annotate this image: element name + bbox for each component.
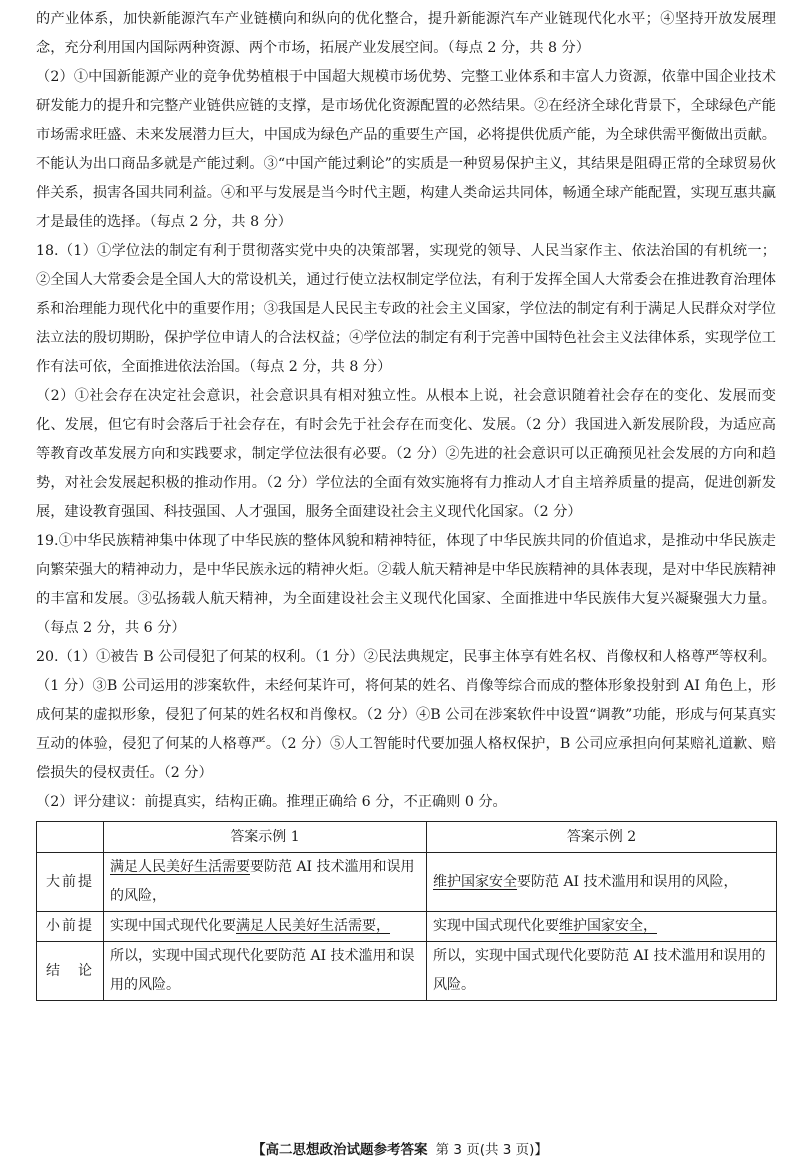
- cell-text: 实现中国式现代化要: [110, 918, 236, 934]
- syllogism-table: [36, 821, 777, 1001]
- q18-part2: （2）①社会存在决定社会意识，社会意识具有相对独立性。从根本上说，社会意识随着社会存在的变化、发展而变化、发展，但它有时会落后于社会存在，有时会先于社会存在而变化、发展。（2 分）我国进入新发展阶段，为适应高等教育改革发展方向和实践要求，制定学位法很有必要。（2 分）②先进的社会意识可以正确预见社会发展的方向和趋势，对社会发展起积极的推动作用。（2 分）学位法的全面有效实施将有力推动人才自主培养质量的提高，促进创新发展，建设教育强国、科技强国、人才强国，服务全面建设社会主义现代化国家。（2 分）: [36, 388, 776, 520]
- q20-part1: 20.（1）①被告 B 公司侵犯了何某的权利。（1 分）②民法典规定，民事主体享有姓名权、肖像权和人格尊严等权利。（1 分）③B 公司运用的涉案软件，未经何某许可，将何某的姓名、肖像等综合而成的整体形象投射到 AI 角色上，形成何某的虚拟形象，侵犯了何某的姓名权和肖像权。（2 分）④B 公司在涉案软件中设置“调教”功能，形成与何某真实互动的体验，侵犯了何某的人格尊严。（2 分）⑤人工智能时代要加强人格权保护，B 公司应承担向何某赔礼道歉、赔偿损失的侵权责任。（2 分）: [36, 649, 776, 781]
- cell-text: 要防范 AI 技术滥用和误用的风险，: [110, 859, 415, 904]
- q17-part2: （2）①中国新能源产业的竞争优势植根于中国超大规模市场优势、完整工业体系和丰富人力资源，依靠中国企业技术研发能力的提升和完整产业链供应链的支撑，是市场优化资源配置的必然结果。②在经济全球化背景下，全球绿色产能市场需求旺盛、未来发展潜力巨大，中国成为绿色产品的重要生产国，必将提供优质产能，为全球供需平衡做出贡献。不能认为出口商品多就是产能过剩。③“中国产能过剩论”的实质是一种贸易保护主义，其结果是阻碍正常的全球贸易伙伴关系，损害各国共同利益。④和平与发展是当今时代主题，构建人类命运共同体，畅通全球产能配置，实现互惠共赢才是最佳的选择。（每点 2 分，共 8 分）: [36, 69, 776, 230]
- footer-page-number: 第 3 页(共 3 页)】: [435, 1142, 548, 1158]
- page-footer: [0, 1136, 800, 1165]
- minor-premise-example2: [427, 912, 777, 942]
- underlined-text: 维护国家安全，: [559, 918, 657, 934]
- cell-text: 要防范 AI 技术滥用和误用的风险，: [517, 873, 738, 890]
- conclusion-example1: 所以，实现中国式现代化要防范 AI 技术滥用和误用的风险。: [104, 942, 427, 1001]
- footer-title: 【高二思想政治试题参考答案: [252, 1142, 428, 1158]
- q20-part2: （2）评分建议：前提真实，结构正确。推理正确给 6 分，不正确则 0 分。: [36, 794, 507, 810]
- table-header-corner: [37, 822, 104, 853]
- major-premise-example1: [104, 853, 427, 912]
- minor-premise-example1: [104, 912, 427, 942]
- row-label-minor-premise: 小前提: [37, 912, 104, 942]
- underlined-text: 满足人民美好生活需要，: [236, 918, 390, 934]
- row-label-conclusion: 结 论: [37, 942, 104, 1001]
- q19-answer: 19.①中华民族精神集中体现了中华民族的整体风貌和精神特征，体现了中华民族共同的价值追求，是推动中华民族走向繁荣强大的精神动力，是中华民族永远的精神火炬。②载人航天精神是中华民族精神的具体表现，是对中华民族精神的丰富和发展。③弘扬载人航天精神，为全面建设社会主义现代化国家、全面推进中华民族伟大复兴凝聚强大力量。（每点 2 分，共 6 分）: [36, 533, 776, 636]
- syllogism-table-wrapper: [36, 821, 776, 1001]
- answer-document: [36, 5, 776, 1001]
- conclusion-example2: 所以，实现中国式现代化要防范 AI 技术滥用和误用的风险。: [427, 942, 777, 1001]
- underlined-text: 满足人民美好生活需要: [110, 859, 250, 875]
- row-label-major-premise: 大前提: [37, 853, 104, 912]
- table-header-example1: 答案示例 1: [104, 822, 427, 853]
- cell-text: 实现中国式现代化要: [433, 918, 559, 934]
- underlined-text: 维护国家安全: [433, 873, 517, 890]
- q18-part1: 18.（1）①学位法的制定有利于贯彻落实党中央的决策部署，实现党的领导、人民当家作主、依法治国的有机统一；②全国人大常委会是全国人大的常设机关，通过行使立法权制定学位法，有利于发挥全国人大常委会在推进教育治理体系和治理能力现代化中的重要作用；③我国是人民民主专政的社会主义国家，学位法的制定有利于满足人民群众对学位法立法的殷切期盼，保护学位申请人的合法权益；④学位法的制定有利于完善中国特色社会主义法律体系，实现学位工作有法可依，全面推进依法治国。（每点 2 分，共 8 分）: [36, 243, 776, 375]
- table-row: [37, 942, 777, 1001]
- q17-part1-tail: 的产业体系，加快新能源汽车产业链横向和纵向的优化整合，提升新能源汽车产业链现代化水平；④坚持开放发展理念，充分利用国内国际两种资源、两个市场，拓展产业发展空间。（每点 2 分，共 8 分）: [36, 11, 776, 56]
- table-row: [37, 912, 777, 942]
- table-header-row: [37, 822, 777, 853]
- table-header-example2: 答案示例 2: [427, 822, 777, 853]
- major-premise-example2: [427, 853, 777, 912]
- table-row: [37, 853, 777, 912]
